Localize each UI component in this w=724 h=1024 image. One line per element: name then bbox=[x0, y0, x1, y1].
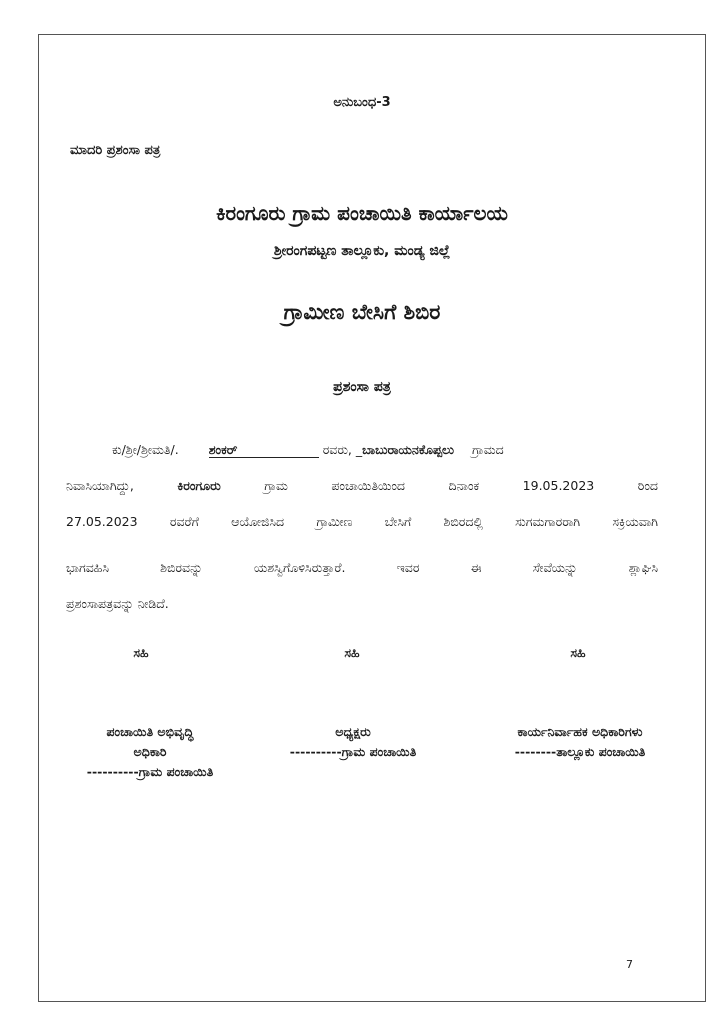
start-date: 19.05.2023 bbox=[522, 478, 595, 493]
president-title: ಅಧ್ಯಕ್ಷರು bbox=[335, 724, 371, 739]
page-number: 7 bbox=[626, 958, 633, 971]
village-name: ಬಾಬುರಾಯನಕೊಪ್ಪಲು bbox=[362, 442, 455, 457]
line3-text: ರವರೆಗೆ ಆಯೋಜಿಸಿದ ಗ್ರಾಮೀಣ ಬೇಸಿಗೆ ಶಿಬಿರದಲ್ಲಿ ಸುಗಮಗಾರರಾಗಿ ಸಕ್ರಿಯವಾಗಿ bbox=[169, 514, 658, 529]
salutation: ಕು/ಶ್ರೀ/ಶ್ರೀಮತಿ/. bbox=[112, 442, 179, 457]
pdo-title-line-1: ಪಂಚಾಯಿತಿ ಅಭಿವೃದ್ಧಿ bbox=[106, 724, 194, 739]
signatory-pdo bbox=[44, 722, 256, 782]
resident-text: ನಿವಾಸಿಯಾಗಿದ್ದು, bbox=[66, 478, 134, 493]
panchayat-from-text: ಗ್ರಾಮ ಪಂಚಾಯಿತಿಯಿಂದ ದಿನಾಂಕ bbox=[264, 478, 480, 493]
signatory-president bbox=[250, 722, 456, 762]
from-word: ರಿಂದ bbox=[637, 478, 659, 493]
district-line: ಶ್ರೀರಂಗಪಟ್ಟಣ ತಾಲ್ಲೂಕು, ಮಂಡ್ಯ ಜಿಲ್ಲೆ bbox=[273, 243, 451, 259]
signature-label-left: ಸಹಿ bbox=[133, 645, 149, 660]
body-line-1 bbox=[66, 432, 658, 468]
body-line-3 bbox=[66, 504, 658, 540]
pdo-title-line-2: ಅಧಿಕಾರಿ bbox=[133, 744, 167, 759]
end-date: 27.05.2023 bbox=[66, 514, 138, 529]
signature-label-right: ಸಹಿ bbox=[570, 645, 586, 660]
annexure-label: ಅನುಬಂಧ-3 bbox=[333, 95, 391, 110]
panchayat-name: ಕಿರಂಗೂರು bbox=[177, 478, 221, 493]
office-title: ಕಿರಂಗೂರು ಗ್ರಾಮ ಪಂಚಾಯಿತಿ ಕಾರ್ಯಾಲಯ bbox=[216, 201, 508, 225]
body-line-5: ಪ್ರಶಂಸಾಪತ್ರವನ್ನು ನೀಡಿದೆ. bbox=[66, 596, 169, 611]
model-certificate-label: ಮಾದರಿ ಪ್ರಶಂಸಾ ಪತ್ರ bbox=[70, 143, 161, 158]
body-line-4: ಭಾಗವಹಿಸಿ ಶಿಬಿರವನ್ನು ಯಶಸ್ವಿಗೊಳಿಸಿರುತ್ತಾರೆ. ಇವರ ಈ ಸೇವೆಯನ್ನು ಶ್ಲಾಘಿಸಿ bbox=[66, 560, 658, 575]
village-prefix: _ bbox=[355, 442, 363, 457]
pdo-panchayat-line: ----------ಗ್ರಾಮ ಪಂಚಾಯಿತಿ bbox=[86, 764, 214, 779]
body-line-2 bbox=[66, 468, 658, 504]
president-panchayat-line: ----------ಗ್ರಾಮ ಪಂಚಾಯಿತಿ bbox=[289, 744, 417, 759]
signature-label-center: ಸಹಿ bbox=[344, 645, 360, 660]
recipient-name: ಶಂಕರ್ bbox=[209, 443, 319, 458]
gramada-text: ಗ್ರಾಮದ bbox=[472, 442, 504, 457]
certificate-heading: ಪ್ರಶಂಸಾ ಪತ್ರ bbox=[333, 379, 391, 395]
eo-title: ಕಾರ್ಯನಿರ್ವಾಹಕ ಅಧಿಕಾರಿಗಳು bbox=[517, 724, 643, 739]
ravaru-text: ರವರು, bbox=[322, 442, 352, 457]
camp-title: ಗ್ರಾಮೀಣ ಬೇಸಿಗೆ ಶಿಬಿರ bbox=[283, 300, 441, 324]
eo-taluk-line: --------ತಾಲ್ಲೂಕು ಪಂಚಾಯಿತಿ bbox=[514, 744, 646, 759]
signatory-executive-officer bbox=[462, 722, 698, 762]
